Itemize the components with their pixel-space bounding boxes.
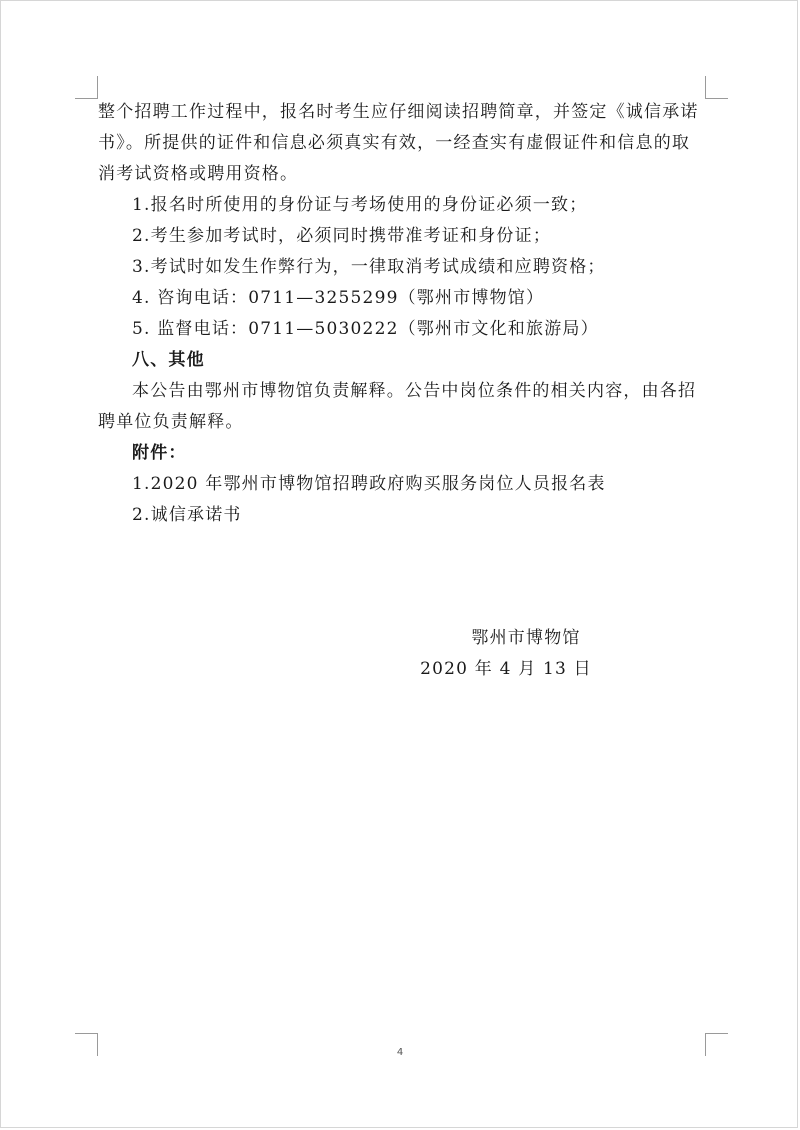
section-heading-other: 八、其他 xyxy=(132,350,205,370)
page-number: 4 xyxy=(396,1047,404,1058)
rule-item-3: 3.考试时如发生作弊行为，一律取消考试成绩和应聘资格； xyxy=(132,257,606,277)
crop-mark-top-left xyxy=(75,76,98,99)
supervise-phone: 5. 监督电话：0711—5030222（鄂州市文化和旅游局） xyxy=(132,319,599,339)
attachments-heading: 附件： xyxy=(132,443,187,463)
rule-item-2: 2.考生参加考试时，必须同时携带准考证和身份证； xyxy=(132,226,552,246)
section-other-text: 本公告由鄂州市博物馆负责解释。公告中岗位条件的相关内容，由各招聘单位负责解释。 xyxy=(98,381,697,432)
body-text xyxy=(98,97,704,531)
signature-block xyxy=(401,623,611,685)
consult-phone: 4. 咨询电话：0711—3255299（鄂州市博物馆） xyxy=(132,288,545,308)
signature-organization: 鄂州市博物馆 xyxy=(471,628,581,648)
signature-date: 2020 年 4 月 13 日 xyxy=(420,659,592,679)
paragraph-integrity: 整个招聘工作过程中，报名时考生应仔细阅读招聘简章，并签定《诚信承诺书》。所提供的证件和信息必须真实有效，一经查实有虚假证件和信息的取消考试资格或聘用资格。 xyxy=(98,102,699,184)
rule-item-1: 1.报名时所使用的身份证与考场使用的身份证必须一致； xyxy=(132,195,588,215)
attachment-item-2: 2.诚信承诺书 xyxy=(132,505,242,525)
crop-mark-top-right xyxy=(705,76,728,99)
attachment-item-1: 1.2020 年鄂州市博物馆招聘政府购买服务岗位人员报名表 xyxy=(132,474,606,494)
